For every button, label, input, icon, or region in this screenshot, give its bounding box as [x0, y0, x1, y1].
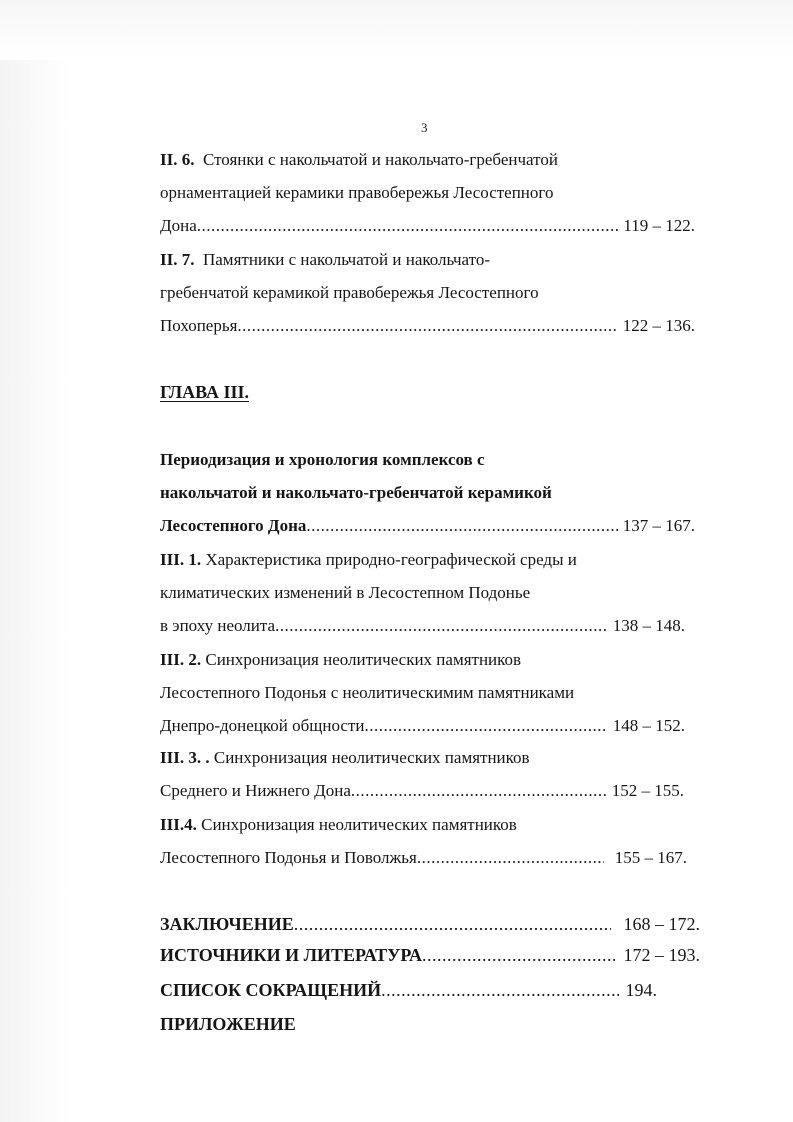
toc-entry-3-2-line2: Лесостепного Подонья с неолитическимим памятниками [160, 683, 575, 702]
toc-text: Характеристика природно-географической среды и [205, 550, 577, 569]
toc-abbreviations [160, 980, 657, 1000]
toc-pages: 172 – 193. [623, 945, 700, 965]
toc-text: Похоперья [160, 316, 238, 335]
toc-label: III. 1. [160, 550, 202, 569]
toc-entry-3-1-line1 [160, 550, 577, 570]
toc-text: СПИСОК СОКРАЩЕНИЙ [160, 980, 382, 1000]
toc-text: Среднего и Нижнего Дона [160, 781, 351, 800]
leader-dots [417, 848, 604, 868]
toc-entry-2-6-line3 [160, 216, 695, 236]
toc-text: Синхронизация неолитических памятников [213, 748, 530, 767]
toc-text: Синхронизация неолитических памятников [201, 815, 517, 834]
toc-text: Лесостепного Подонья и Поволжья [160, 848, 417, 867]
toc-pages: 119 – 122. [623, 216, 695, 235]
leader-dots [364, 716, 607, 736]
toc-entry-3-3-line2 [160, 781, 684, 801]
toc-entry-3-4-line1 [160, 815, 517, 835]
toc-conclusion [160, 914, 700, 934]
leader-dots [381, 980, 618, 1000]
leader-dots [306, 516, 617, 536]
toc-label: II. 7. [160, 250, 195, 269]
toc-label: II. 6. [160, 150, 195, 169]
toc-entry-3-1-line3 [160, 616, 685, 636]
toc-text: Синхронизация неолитических памятников [205, 650, 522, 669]
leader-dots [237, 316, 617, 336]
scan-shadow-edge [0, 0, 70, 1122]
toc-text: Днепро-донецкой общности [160, 716, 365, 735]
leader-dots [422, 945, 614, 965]
toc-entry-2-7-line3 [160, 316, 695, 336]
toc-text: ЗАКЛЮЧЕНИЕ [160, 914, 294, 934]
toc-entry-3-4-line2 [160, 848, 687, 868]
toc-entry-3-1-line2: климатических изменений в Лесостепном Подонье [160, 583, 531, 602]
leader-dots [275, 616, 608, 636]
toc-appendix: ПРИЛОЖЕНИЕ [160, 1014, 296, 1034]
toc-entry-2-6-line2: орнаментацией керамики правобережья Лесостепного [160, 183, 554, 202]
scan-shadow-top [0, 0, 793, 60]
toc-pages: 194. [625, 980, 657, 1000]
toc-text: ИСТОЧНИКИ И ЛИТЕРАТУРА [160, 945, 423, 965]
toc-entry-2-7-line2: гребенчатой керамикой правобережья Лесостепного [160, 283, 539, 302]
toc-pages: 155 – 167. [614, 848, 687, 867]
chapter-3-title-line3 [160, 516, 695, 536]
chapter-3-title-line1: Периодизация и хронология комплексов с [160, 450, 485, 469]
page-number: 3 [421, 120, 428, 135]
toc-pages: 138 – 148. [612, 616, 685, 635]
toc-text: Стоянки с накольчатой и накольчато-гребенчатой [202, 150, 558, 169]
toc-pages: 152 – 155. [611, 781, 684, 800]
toc-label: III.4. [160, 815, 197, 834]
toc-sources [160, 945, 700, 965]
toc-label: III. 2. [160, 650, 202, 669]
toc-text: в эпоху неолита [160, 616, 276, 635]
toc-pages: 122 – 136. [622, 316, 695, 335]
toc-text: Дона [160, 216, 197, 235]
toc-entry-3-2-line3 [160, 716, 685, 736]
toc-text: Лесостепного Дона [160, 516, 307, 535]
chapter-3-heading: ГЛАВА III. [160, 382, 250, 402]
toc-entry-2-6-line1 [160, 150, 558, 170]
toc-pages: 168 – 172. [623, 914, 700, 934]
toc-text: Памятники с накольчатой и накольчато- [202, 250, 491, 269]
toc-entry-2-7-line1 [160, 250, 490, 270]
toc-pages: 137 – 167. [622, 516, 695, 535]
leader-dots [351, 781, 607, 801]
leader-dots [197, 216, 619, 236]
toc-label: III. 3. . [160, 748, 210, 767]
toc-entry-3-2-line1 [160, 650, 521, 670]
toc-entry-3-3-line1 [160, 748, 530, 768]
leader-dots [294, 914, 611, 934]
toc-pages: 148 – 152. [612, 716, 685, 735]
chapter-3-title-line2: накольчатой и накольчато-гребенчатой керамикой [160, 483, 552, 502]
